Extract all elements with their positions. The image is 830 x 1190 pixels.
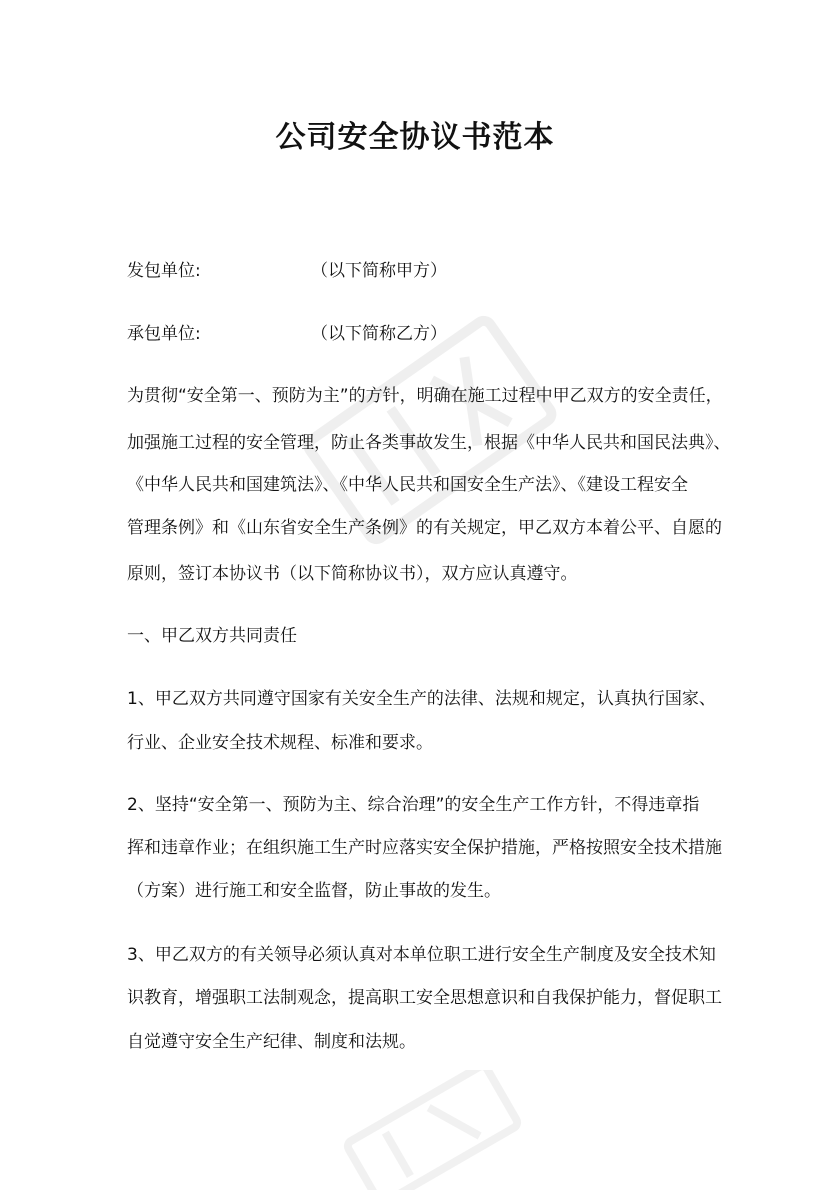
party-b-line [127, 322, 717, 346]
preamble-line: 管理条例》和《山东省安全生产条例》的有关规定，甲乙双方本着公平、自愿的 [127, 518, 722, 538]
clause-1-line: 1、甲乙双方共同遵守国家有关安全生产的法律、法规和规定，认真执行国家、 [127, 689, 716, 709]
party-a-line [127, 259, 717, 283]
party-a-note: （以下简称甲方） [311, 261, 447, 281]
party-b-note: （以下简称乙方） [311, 324, 447, 344]
clause-3-line: 3、甲乙双方的有关领导必须认真对本单位职工进行安全生产制度及安全技术知 [127, 945, 716, 965]
clause-2-line: 2、坚持“安全第一、预防为主、综合治理”的安全生产工作方针，不得违章指 [127, 795, 700, 815]
clause-1-line: 行业、企业安全技术规程、标准和要求。 [127, 733, 433, 753]
document-title: 公司安全协议书范本 [275, 120, 555, 155]
party-b-label: 承包单位: [127, 324, 201, 344]
clause-3-line: 自觉遵守安全生产纪律、制度和法规。 [127, 1032, 416, 1052]
preamble-line: 加强施工过程的安全管理，防止各类事故发生，根据《中华人民共和国民法典》、 [127, 433, 731, 453]
clause-3-line: 识教育，增强职工法制观念，提高职工安全思想意识和自我保护能力，督促职工 [127, 988, 722, 1008]
watermark-logo-bottom [330, 1070, 530, 1190]
party-a-label: 发包单位: [127, 261, 201, 281]
section-heading: 一、甲乙双方共同责任 [127, 626, 297, 646]
preamble-line: 《中华人民共和国建筑法》、《中华人民共和国安全生产法》、《建设工程安全 [127, 475, 688, 495]
clause-2-line: （方案）进行施工和安全监督，防止事故的发生。 [127, 881, 501, 901]
preamble-line: 为贯彻“安全第一、预防为主”的方针，明确在施工过程中甲乙双方的安全责任， [127, 386, 723, 406]
clause-2-line: 挥和违章作业；在组织施工生产时应落实安全保护措施，严格按照安全技术措施 [127, 838, 722, 858]
preamble-line: 原则，签订本协议书（以下简称协议书），双方应认真遵守。 [127, 564, 578, 584]
